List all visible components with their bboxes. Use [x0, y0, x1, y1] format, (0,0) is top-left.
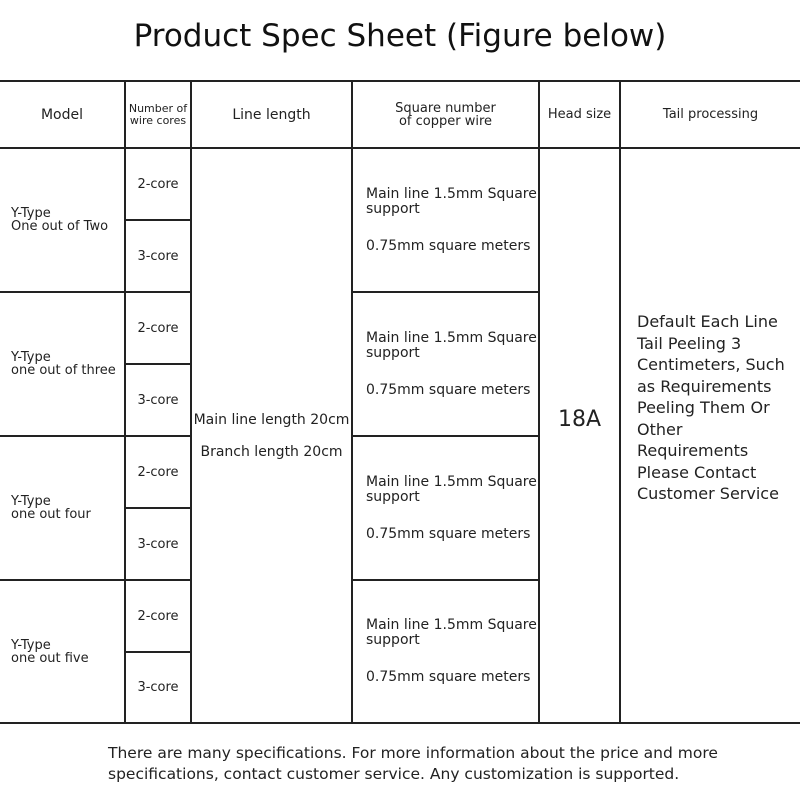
core-count: 2-core [137, 176, 179, 192]
model-type: Y-Type [11, 637, 51, 653]
square-support: support [366, 488, 420, 505]
core-count: 3-core [137, 392, 179, 408]
square-number-cell [353, 293, 538, 435]
model-variant: one out five [11, 650, 89, 666]
model-cell [0, 581, 124, 722]
square-number-cell [353, 581, 538, 722]
model-type: Y-Type [11, 350, 51, 365]
main-line-length: Main line length 20cm [193, 411, 350, 428]
square-branch: 0.75mm square meters [366, 237, 531, 254]
model-type: Y-Type [11, 206, 51, 221]
model-cell [0, 149, 124, 291]
header-square-number-line2: of copper wire [398, 113, 493, 129]
header-head-size: Head size [547, 107, 612, 122]
square-main: Main line 1.5mm Square [366, 617, 537, 633]
square-number-cell [353, 437, 538, 579]
square-main: Main line 1.5mm Square [366, 185, 537, 202]
core-count: 2-core [137, 320, 179, 336]
core-count: 3-core [137, 680, 179, 695]
square-support: support [366, 632, 420, 648]
header-model: Model [40, 106, 84, 123]
core-count: 2-core [137, 608, 179, 624]
square-branch: 0.75mm square meters [366, 669, 531, 685]
header-tail-processing: Tail processing [662, 107, 759, 122]
table-border-bottom [0, 722, 800, 724]
header-wire-cores-line1: Number of [128, 101, 188, 115]
header-square-number-line1: Square number [395, 100, 496, 116]
model-variant: one out four [11, 507, 91, 522]
square-main: Main line 1.5mm Square [366, 329, 537, 346]
core-count: 3-core [137, 536, 179, 552]
model-variant: One out of Two [11, 219, 109, 234]
square-support: support [366, 344, 420, 361]
square-support: support [366, 200, 420, 217]
core-count: 2-core [137, 464, 179, 480]
header-wire-cores-line2: wire cores [129, 113, 187, 127]
tail-processing-text: Default Each Line Tail Peeling 3 Centimeters, Such as Requirements Peeling Them Or Other Requirements Please Contact Customer Service [637, 312, 785, 504]
model-variant: one out of three [11, 363, 116, 378]
header-square-number [353, 82, 538, 147]
core-count: 3-core [137, 248, 179, 264]
model-type: Y-Type [11, 494, 51, 509]
line-length-cell [192, 149, 351, 722]
square-branch: 0.75mm square meters [366, 525, 531, 542]
footer-note: There are many specifications. For more information about the price and more specifications, contact customer service. Any customization is supported. [108, 744, 718, 783]
branch-length: Branch length 20cm [200, 443, 343, 460]
model-cell [0, 437, 124, 579]
head-size-value: 18A [557, 406, 602, 432]
model-cell [0, 293, 124, 435]
square-branch: 0.75mm square meters [366, 381, 531, 398]
page-title: Product Spec Sheet (Figure below) [133, 18, 667, 54]
header-wire-cores [126, 82, 190, 147]
header-line-length: Line length [232, 106, 311, 123]
square-number-cell [353, 149, 538, 291]
square-main: Main line 1.5mm Square [366, 473, 537, 490]
